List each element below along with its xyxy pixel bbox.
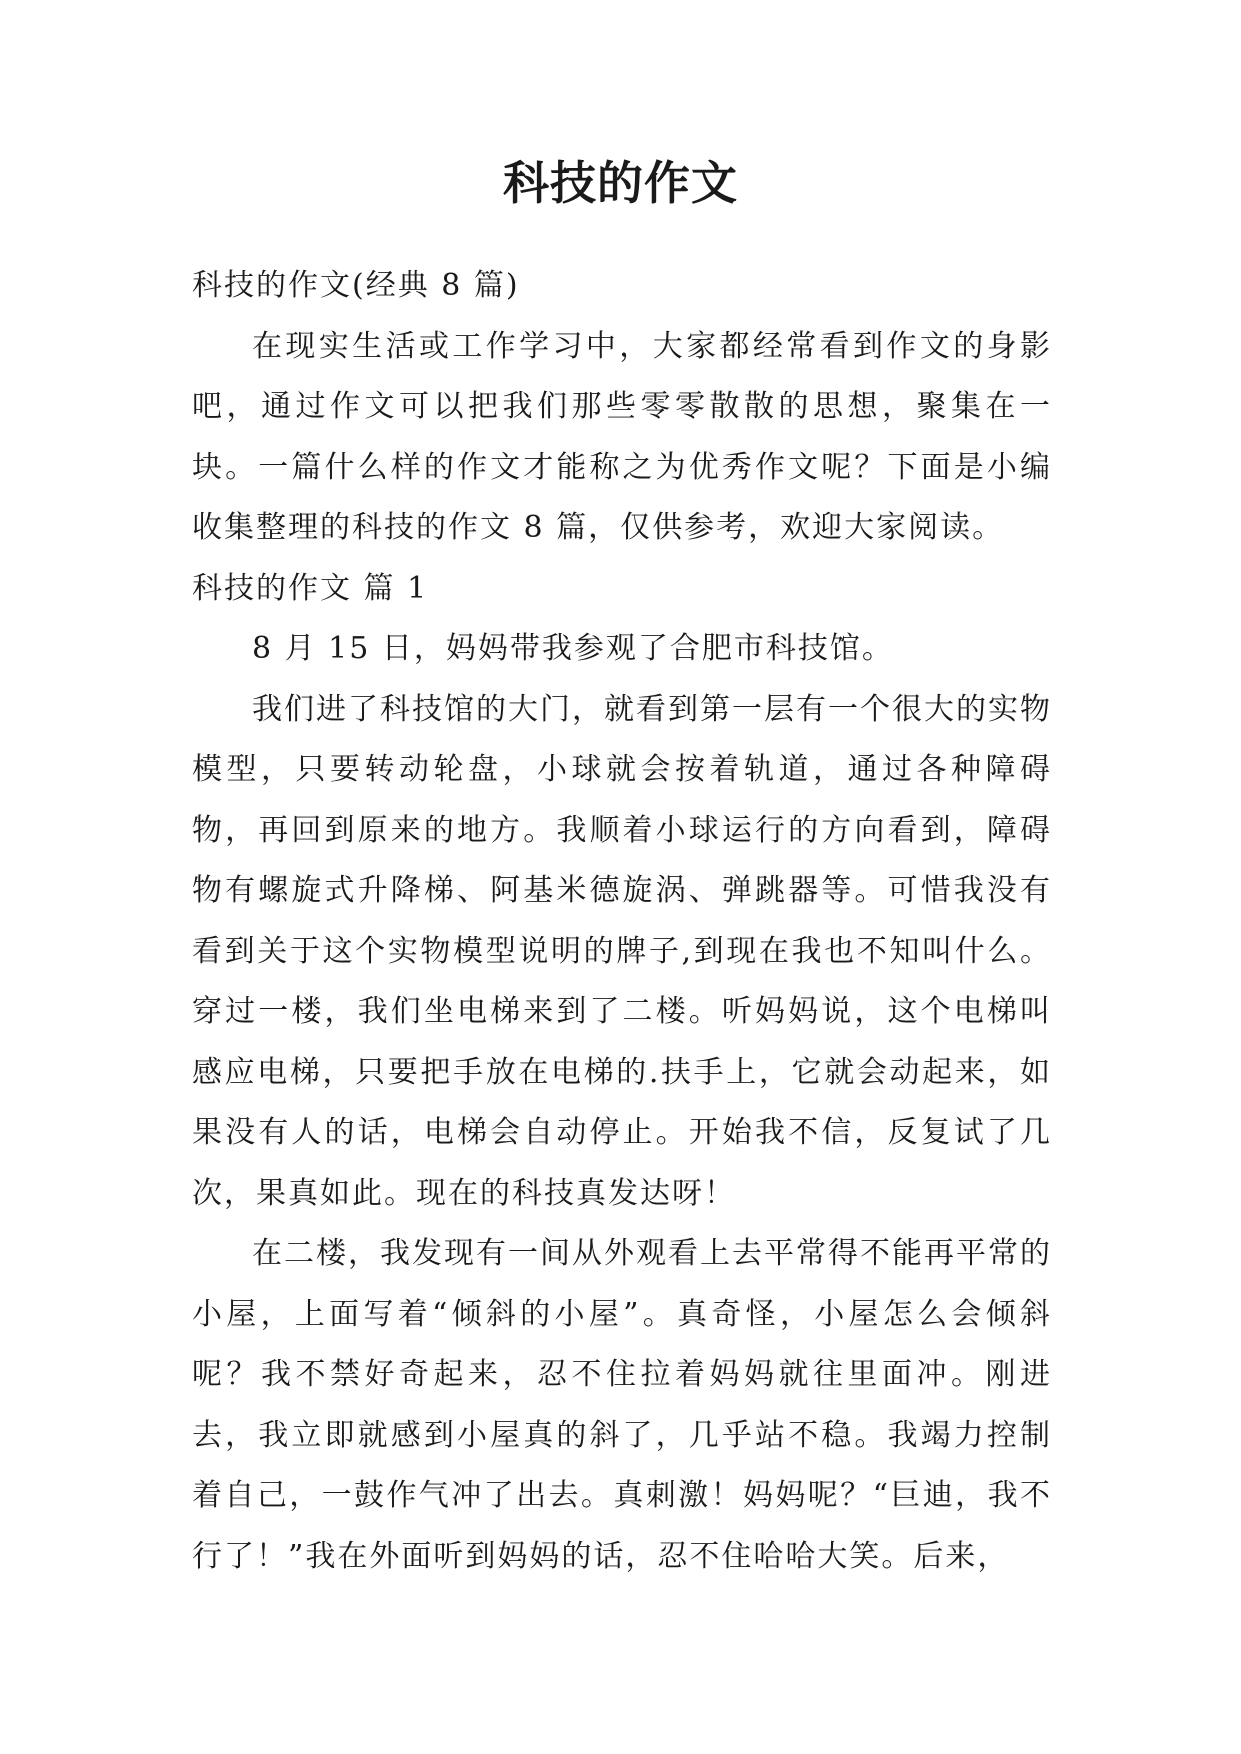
- document-subtitle: 科技的作文(经典 8 篇): [192, 268, 520, 303]
- document-title: 科技的作文: [503, 156, 738, 210]
- section-heading: 科技的作文 篇 1: [192, 570, 429, 606]
- body-paragraph: 8 月 15 日，妈妈带我参观了合肥市科技馆。: [252, 631, 894, 666]
- intro-paragraph: 在现实生活或工作学习中，大家都经常看到作文的身影吧，通过作文可以把我们那些零零散散的思想，聚集在一块。一篇什么样的作文才能称之为优秀作文呢？下面是小编收集整理的科技的作文 8 篇，仅供参考，欢迎大家阅读。: [192, 328, 1052, 545]
- body-paragraph: 在二楼，我发现有一间从外观看上去平常得不能再平常的小屋，上面写着“倾斜的小屋”。真奇怪，小屋怎么会倾斜呢？我不禁好奇起来，忍不住拉着妈妈就往里面冲。刚进去，我立即就感到小屋真的斜了，几乎站不稳。我竭力控制着自己，一鼓作气冲了出去。真刺激！妈妈呢？“巨迪，我不行了！”我在外面听到妈妈的话，忍不住哈哈大笑。后来，: [192, 1236, 1052, 1574]
- document-body: [192, 256, 1052, 1587]
- body-paragraph: 我们进了科技馆的大门，就看到第一层有一个很大的实物模型，只要转动轮盘，小球就会按着轨道，通过各种障碍物，再回到原来的地方。我顺着小球运行的方向看到，障碍物有螺旋式升降梯、阿基米德旋涡、弹跳器等。可惜我没有看到关于这个实物模型说明的牌子,到现在我也不知叫什么。穿过一楼，我们坐电梯来到了二楼。听妈妈说，这个电梯叫感应电梯，只要把手放在电梯的.扶手上，它就会动起来，如果没有人的话，电梯会自动停止。开始我不信，反复试了几次，果真如此。现在的科技真发达呀！: [192, 691, 1052, 1211]
